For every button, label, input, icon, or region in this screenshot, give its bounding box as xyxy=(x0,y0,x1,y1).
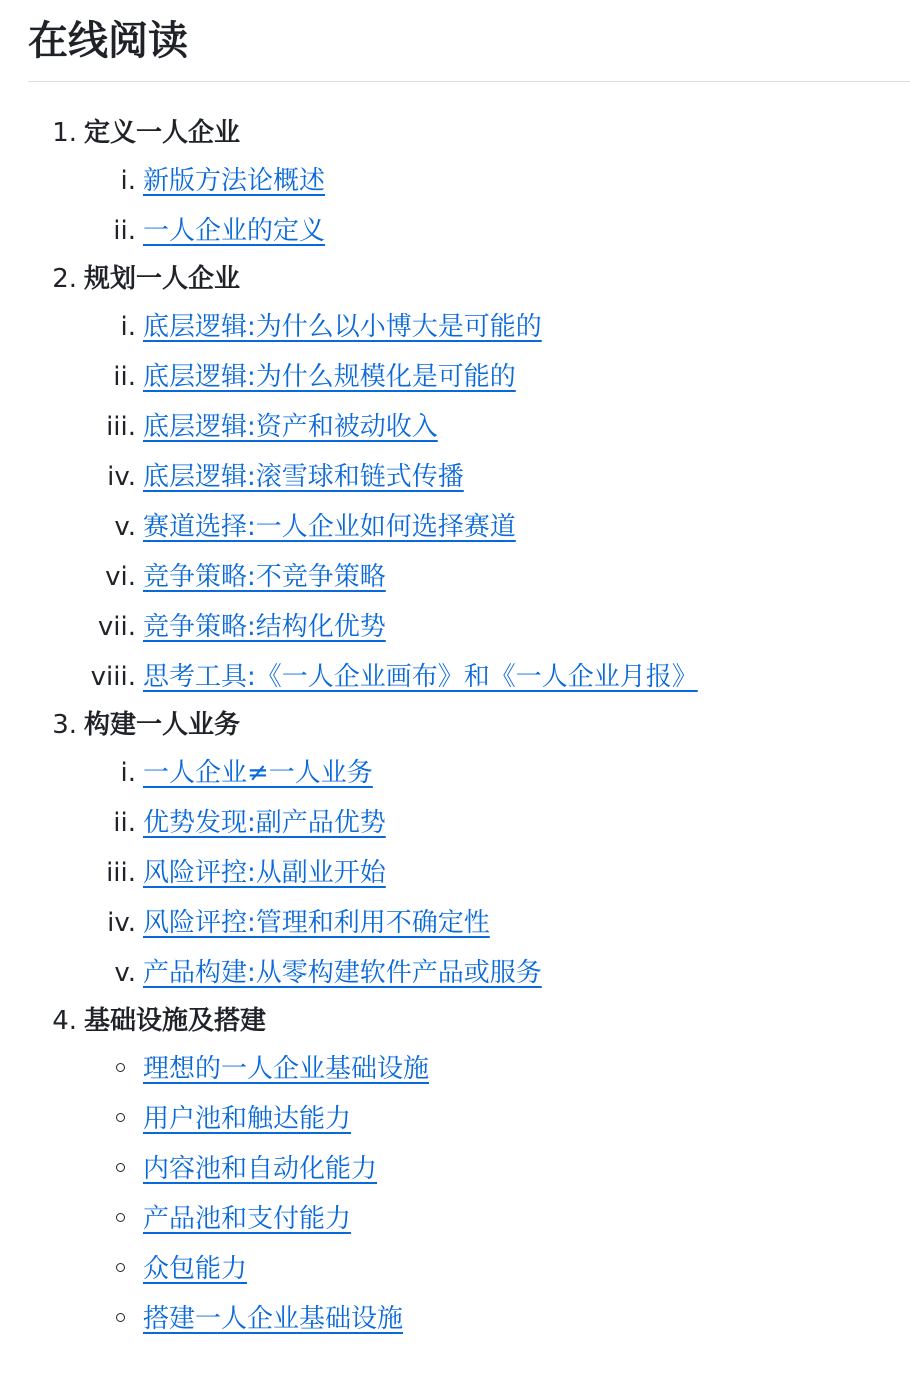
chapter-link[interactable]: 风险评控:管理和利用不确定性 xyxy=(143,908,490,938)
chapter-link[interactable]: 搭建一人企业基础设施 xyxy=(143,1304,404,1334)
section-heading xyxy=(0,256,910,302)
chapter-link[interactable]: 优势发现:副产品优势 xyxy=(143,808,386,838)
chapter-link[interactable]: 风险评控:从副业开始 xyxy=(143,858,386,888)
chapter-link[interactable]: 竞争策略:不竞争策略 xyxy=(143,562,386,592)
section-heading xyxy=(0,998,910,1044)
section-2 xyxy=(0,256,910,702)
item-marker: iii. xyxy=(106,412,136,442)
item-marker: ii. xyxy=(113,808,136,838)
list-item xyxy=(0,206,910,256)
section-title: 定义一人企业 xyxy=(84,118,241,148)
chapter-link[interactable]: 赛道选择:一人企业如何选择赛道 xyxy=(143,512,516,542)
section-number: 1. xyxy=(52,118,77,148)
chapter-link[interactable]: 一人企业≠一人业务 xyxy=(143,758,373,788)
list-item xyxy=(0,352,910,402)
section-1 xyxy=(0,110,910,256)
item-marker: i. xyxy=(120,312,136,342)
circle-bullet-icon xyxy=(116,1063,125,1072)
item-marker: ii. xyxy=(113,362,136,392)
chapter-link[interactable]: 产品构建:从零构建软件产品或服务 xyxy=(143,958,542,988)
section-number: 3. xyxy=(52,710,77,740)
chapter-link[interactable]: 思考工具:《一人企业画布》和《一人企业月报》 xyxy=(143,662,698,692)
table-of-contents xyxy=(0,110,910,1344)
item-marker: vii. xyxy=(97,612,136,642)
item-marker: ii. xyxy=(113,216,136,246)
list-item xyxy=(0,302,910,352)
circle-bullet-icon xyxy=(116,1313,125,1322)
chapter-link[interactable]: 底层逻辑:为什么以小博大是可能的 xyxy=(143,312,542,342)
item-marker: iv. xyxy=(107,908,136,938)
circle-bullet-icon xyxy=(116,1113,125,1122)
chapter-link[interactable]: 竞争策略:结构化优势 xyxy=(143,612,386,642)
list-item xyxy=(0,1244,910,1294)
chapter-link[interactable]: 理想的一人企业基础设施 xyxy=(143,1054,430,1084)
chapter-link[interactable]: 众包能力 xyxy=(143,1254,248,1284)
section-3 xyxy=(0,702,910,998)
section-4 xyxy=(0,998,910,1344)
chapter-link[interactable]: 一人企业的定义 xyxy=(143,216,326,246)
item-marker: vi. xyxy=(105,562,136,592)
list-item xyxy=(0,452,910,502)
chapter-link[interactable]: 内容池和自动化能力 xyxy=(143,1154,378,1184)
section-title: 构建一人业务 xyxy=(84,710,241,740)
circle-bullet-icon xyxy=(116,1163,125,1172)
list-item xyxy=(0,602,910,652)
item-marker: i. xyxy=(120,758,136,788)
chapter-link[interactable]: 底层逻辑:资产和被动收入 xyxy=(143,412,438,442)
section-title: 规划一人企业 xyxy=(84,264,241,294)
list-item xyxy=(0,1144,910,1194)
page-title: 在线阅读 xyxy=(28,18,188,64)
section-title: 基础设施及搭建 xyxy=(84,1006,267,1036)
list-item xyxy=(0,848,910,898)
item-marker: v. xyxy=(114,958,136,988)
chapter-link[interactable]: 产品池和支付能力 xyxy=(143,1204,352,1234)
list-item xyxy=(0,898,910,948)
item-marker: iv. xyxy=(107,462,136,492)
list-item xyxy=(0,552,910,602)
list-item xyxy=(0,402,910,452)
chapter-link[interactable]: 用户池和触达能力 xyxy=(143,1104,352,1134)
list-item xyxy=(0,798,910,848)
list-item xyxy=(0,652,910,702)
section-number: 4. xyxy=(52,1006,77,1036)
chapter-link[interactable]: 新版方法论概述 xyxy=(143,166,326,196)
list-item xyxy=(0,1044,910,1094)
item-marker: v. xyxy=(114,512,136,542)
list-item xyxy=(0,156,910,206)
list-item xyxy=(0,948,910,998)
section-number: 2. xyxy=(52,264,77,294)
item-marker: iii. xyxy=(106,858,136,888)
list-item xyxy=(0,1094,910,1144)
section-heading xyxy=(0,110,910,156)
list-item xyxy=(0,502,910,552)
chapter-link[interactable]: 底层逻辑:为什么规模化是可能的 xyxy=(143,362,516,392)
chapter-link[interactable]: 底层逻辑:滚雪球和链式传播 xyxy=(143,462,464,492)
section-heading xyxy=(0,702,910,748)
item-marker: viii. xyxy=(90,662,136,692)
list-item xyxy=(0,748,910,798)
item-marker: i. xyxy=(120,166,136,196)
list-item xyxy=(0,1194,910,1244)
circle-bullet-icon xyxy=(116,1213,125,1222)
title-divider xyxy=(28,81,910,82)
list-item xyxy=(0,1294,910,1344)
circle-bullet-icon xyxy=(116,1263,125,1272)
